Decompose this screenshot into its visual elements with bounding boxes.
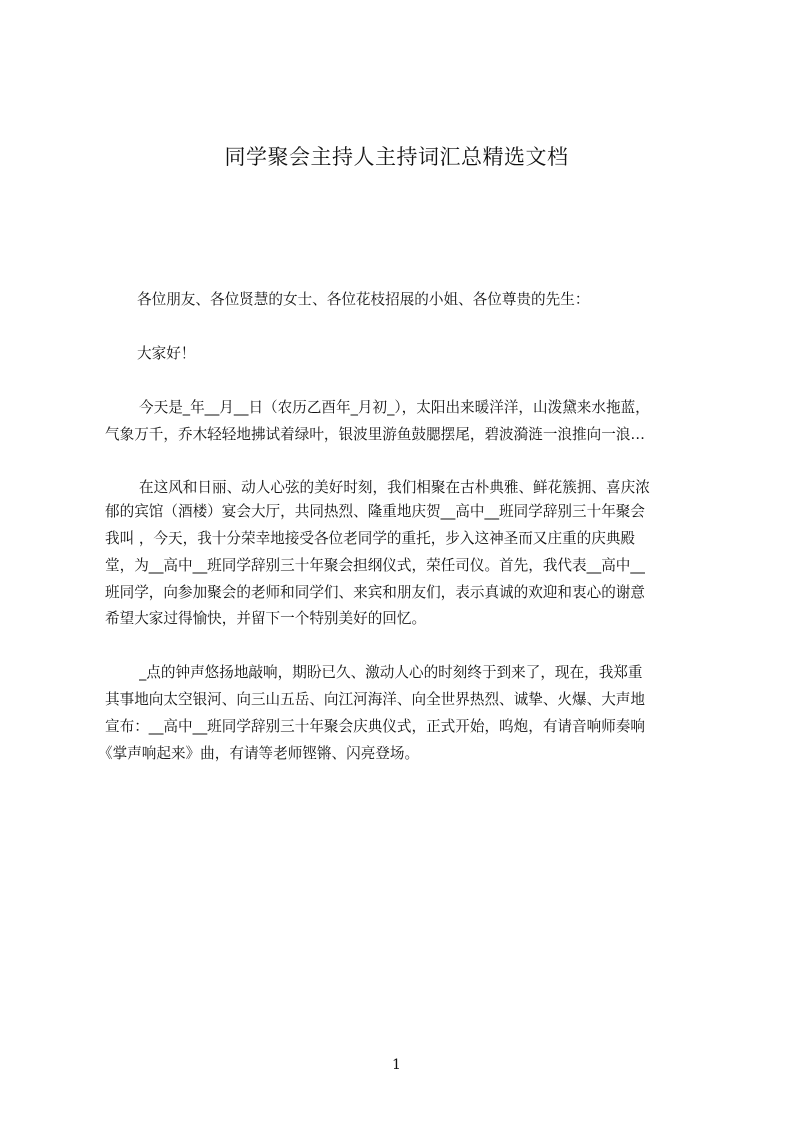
paragraph-greeting-line-1: 各位朋友、各位贤慧的女士、各位花枝招展的小姐、各位尊贵的先生： xyxy=(137,291,590,308)
paragraph-gathering-line-3: 我叫 ，今天，我十分荣幸地接受各位老同学的重托，步入这神圣而又庄重的庆典殿 xyxy=(105,530,636,547)
paragraph-announce-line-4: 《掌声响起来》曲，有请等老师铿锵、闪亮登场。 xyxy=(98,745,420,762)
page-number: 1 xyxy=(392,1057,401,1073)
paragraph-gathering-line-2: 郁的宾馆（酒楼）宴会大厅，共同热烈、隆重地庆贺__高中__班同学辞别三十年聚会 xyxy=(105,503,645,520)
document-title: 同学聚会主持人主持词汇总精选文档 xyxy=(224,145,569,169)
paragraph-hello-line-1: 大家好！ xyxy=(137,345,196,362)
paragraph-date-line-2: 气象万千，乔木轻轻地拂试着绿叶，银波里游鱼鼓腮摆尾，碧波漪涟一浪推向一浪… xyxy=(105,426,645,443)
paragraph-gathering-line-1: 在这风和日丽、动人心弦的美好时刻，我们相聚在古朴典雅、鲜花簇拥、喜庆浓 xyxy=(139,479,650,496)
paragraph-announce-line-2: 其事地向太空银河、向三山五岳、向江河海洋、向全世界热烈、诚挚、火爆、大声地 xyxy=(105,691,645,708)
paragraph-gathering-line-4: 堂，为__高中__班同学辞别三十年聚会担纲仪式，荣任司仪。首先，我代表__高中__ xyxy=(105,557,645,574)
paragraph-gathering-line-6: 希望大家过得愉快，并留下一个特别美好的回忆。 xyxy=(105,610,427,627)
paragraph-announce-line-1: _点的钟声悠扬地敲响，期盼已久、激动人心的时刻终于到来了，现在，我郑重 xyxy=(139,664,643,681)
paragraph-date-line-1: 今天是_年__月__日（农历乙酉年_月初_），太阳出来暖洋洋，山泼黛来水拖蓝， xyxy=(139,399,650,416)
paragraph-announce-line-3: 宣布：__高中__班同学辞别三十年聚会庆典仪式，正式开始，呜炮，有请音响师奏响 xyxy=(105,718,645,735)
paragraph-gathering-line-5: 班同学，向参加聚会的老师和同学们、来宾和朋友们，表示真诚的欢迎和衷心的谢意 xyxy=(105,584,645,601)
